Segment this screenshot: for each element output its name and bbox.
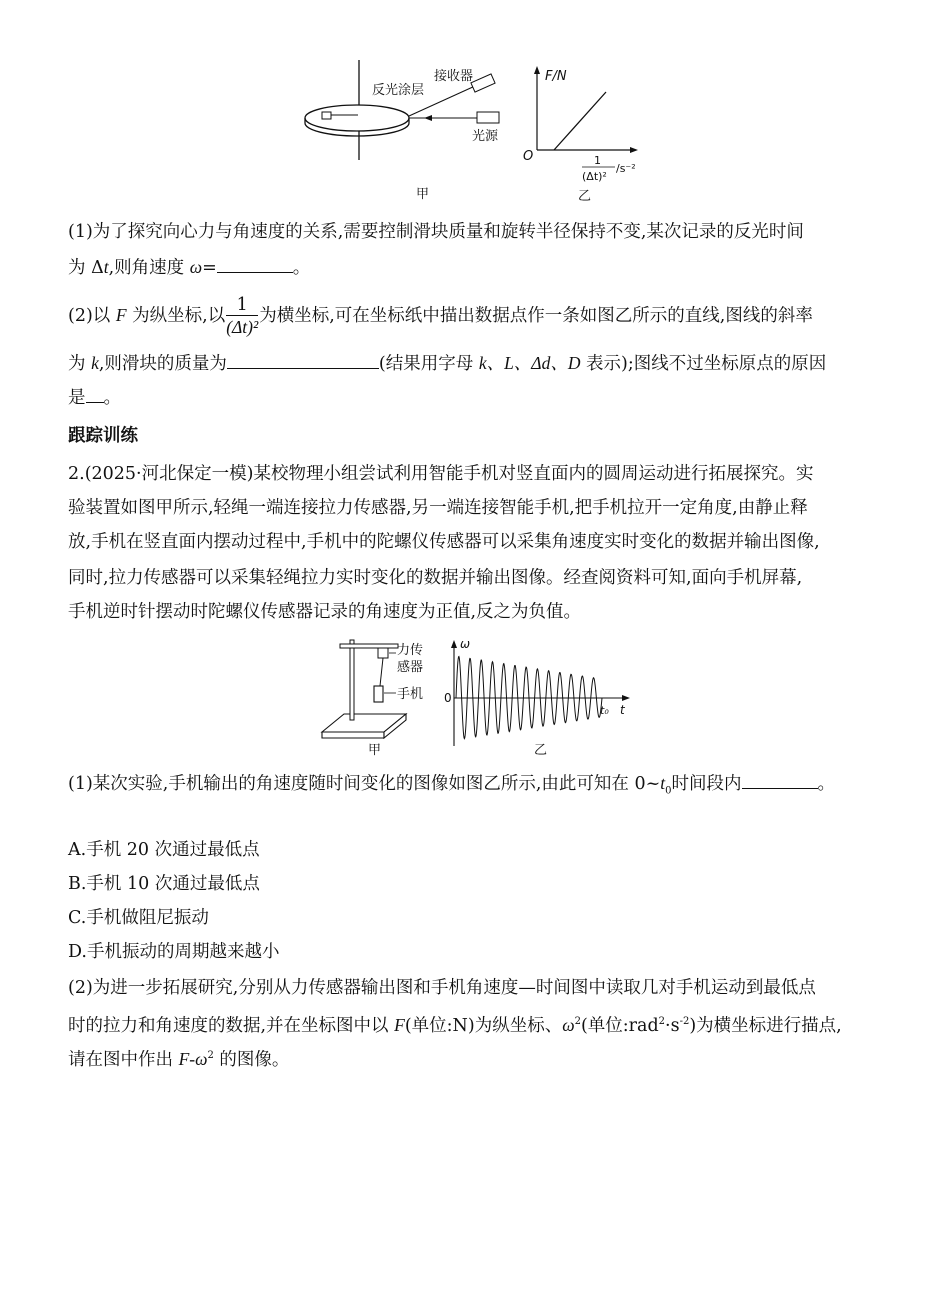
option-a[interactable]: A.手机 20 次通过最低点 xyxy=(68,840,260,860)
label-reflective-coating: 反光涂层 xyxy=(372,83,425,98)
answer-blank-choice[interactable] xyxy=(742,770,818,789)
figure-2-apparatus xyxy=(318,636,438,761)
section-heading: 跟踪训练 xyxy=(68,426,138,446)
option-c[interactable]: C.手机做阻尼振动 xyxy=(68,908,209,928)
option-d[interactable]: D.手机振动的周期越来越小 xyxy=(68,942,280,962)
graph-line xyxy=(554,92,606,150)
label-light-source: 光源 xyxy=(472,129,499,144)
caption-jia-1: 甲 xyxy=(416,187,430,202)
label-receiver: 接收器 xyxy=(434,69,474,84)
label-force-sensor-2: 感器 xyxy=(397,660,424,675)
q2-part1: (1)某次实验,手机输出的角速度随时间变化的图像如图乙所示,由此可知在 $0\sim t_0$时间段内 。 xyxy=(68,770,835,804)
zero-label: 0 xyxy=(444,691,452,705)
caption-jia-2: 甲 xyxy=(368,743,382,758)
caption-yi-2: 乙 xyxy=(534,743,548,758)
t-axis-label: t xyxy=(620,703,625,717)
q2-line5: 手机逆时针摆动时陀螺仪传感器记录的角速度为正值,反之为负值。 xyxy=(68,602,582,622)
label-force-sensor-1: 力传 xyxy=(397,643,424,658)
option-b[interactable]: B.手机 10 次通过最低点 xyxy=(68,874,260,894)
x-axis-den: (Δt)² xyxy=(582,170,607,183)
q2-part2-line3: 请在图中作出 $F-\omega^2$ 的图像。 xyxy=(68,1048,290,1070)
figure-1-apparatus xyxy=(300,60,530,205)
y-axis-label: F/N xyxy=(545,69,567,84)
t0-label: t₀ xyxy=(600,704,609,717)
q1-part2-line2: 为 k,则滑块的质量为 (结果用字母 k、L、Δd、D 表示);图线不过坐标原点的原因 xyxy=(68,350,826,376)
answer-blank-mass[interactable] xyxy=(227,350,379,369)
omega-axis-label: ω xyxy=(460,637,471,651)
q1-part1-line1: (1)为了探究向心力与角速度的关系,需要控制滑块质量和旋转半径保持不变,某次记录的反光时间 xyxy=(68,222,804,242)
q2-line2: 验装置如图甲所示,轻绳一端连接拉力传感器,另一端连接智能手机,把手机拉开一定角度,由静止释 xyxy=(68,498,808,518)
answer-blank-omega[interactable] xyxy=(217,254,293,273)
q2-line4: 同时,拉力传感器可以采集轻绳拉力实时变化的数据并输出图像。经查阅资料可知,面向手机屏幕, xyxy=(68,568,803,588)
q2-part2-line2: 时的拉力和角速度的数据,并在坐标图中以 F(单位:N)为纵坐标、$\omega^2$(单位$:rad^2\cdot s^{-2}$)为横坐标进行描点, xyxy=(68,1014,842,1036)
q1-part2-line1: (2)以 F 为纵坐标,以 $\frac{1}{\text{(Δt)²}}$ 为横坐标,可在坐标纸中描出数据点作一条如图乙所示的直线,图线的斜率 xyxy=(68,295,813,337)
figure-2-omega-graph xyxy=(440,634,640,762)
q1-part1-line2: 为 Δt,则角速度 ω= 。 xyxy=(68,254,310,280)
answer-blank-reason[interactable] xyxy=(86,384,104,403)
q2-line3: 放,手机在竖直面内摆动过程中,手机中的陀螺仪传感器可以采集角速度实时变化的数据并输出图像, xyxy=(68,532,820,552)
figure-1-graph xyxy=(520,62,650,207)
q1-part2-line3: 是 。 xyxy=(68,384,121,410)
x-axis-num: 1 xyxy=(594,154,601,167)
q2-part2-line1: (2)为进一步拓展研究,分别从力传感器输出图和手机角速度—时间图中读取几对手机运动到最低点 xyxy=(68,978,816,998)
q2-line1: 2.(2025·河北保定一模)某校物理小组尝试利用智能手机对竖直面内的圆周运动进行拓展探究。实 xyxy=(68,464,814,484)
label-phone: 手机 xyxy=(397,687,424,702)
origin-label: O xyxy=(523,149,534,164)
caption-yi-1: 乙 xyxy=(578,189,592,204)
fraction-inverse-dt-squared: $\frac{1}{\text{(Δt)²}}$ xyxy=(226,295,259,337)
x-axis-unit: /s⁻² xyxy=(616,162,636,175)
